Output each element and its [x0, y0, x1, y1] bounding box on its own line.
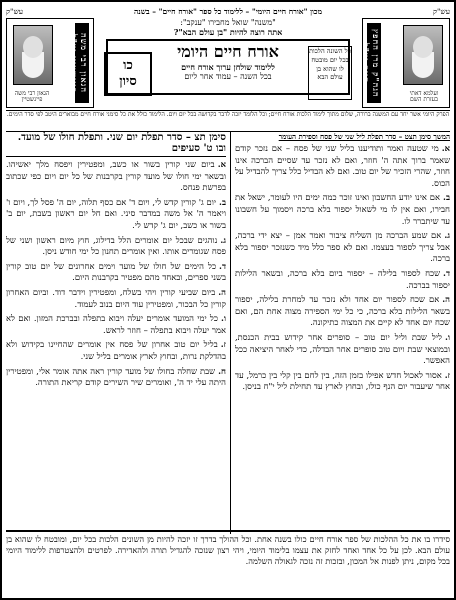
left-paragraphs — [6, 159, 226, 389]
caption-right: ועלמא דאתי בעזרת השם — [409, 89, 439, 104]
paragraph-number: ב. — [219, 196, 226, 207]
paragraph — [6, 197, 226, 232]
paragraph — [235, 230, 450, 265]
left-column-heading: סימן תצ – סדר תפלת יום שני. ותפלת חולו של מועד. ובו ט' סעיפים — [6, 132, 226, 157]
top-strip-center: מכון "אורח חיים היומי" – ללימוד כל ספר "אורח חיים" – בשנה — [133, 6, 323, 16]
top-strip-left: עש"ק — [6, 6, 24, 16]
paragraph-number: ב. — [443, 192, 450, 203]
right-paragraphs — [235, 143, 450, 393]
paragraph-text: נוהגים שבכל יום אומרים הלל בדילוג, חוץ מיום ראשון ושני של פסח שגומרים אותו. ואין אומרים תחנון כל ימי חודש ניסן. — [6, 234, 226, 257]
notice-text: הפרק היומי אשר יחד עם המשנה ברורה, שלום מתוך לימוד הלכות אורח חיים; וכל הלומד יזכה לדבר בקדושה בכל יום ויום. הלימוד כולל את כל סימני אורח חיים מבוארים היטב לפי סדר הימים. — [6, 110, 450, 132]
rabbi-photo-right — [403, 25, 443, 85]
paragraph — [235, 268, 450, 291]
left-column — [6, 132, 228, 534]
paragraph-number: ו. — [220, 313, 226, 324]
rabbi-photo-left — [13, 25, 53, 85]
paragraph — [235, 370, 450, 393]
paragraph-number: ה. — [218, 286, 226, 297]
side-box-right: כל השונה הלכות בכל יום מובטח לו שהוא בן עולם הבא — [308, 46, 352, 100]
paragraph-text: שבת שחלה בחולו של מועד קורין ראה אתה אומר אלי, ומפטירין היתה עלי יד ה', ואומרים שיר השירים קודם קריאת התורה. — [6, 365, 226, 388]
paragraph-number: ד. — [443, 267, 450, 278]
paragraph-number: ז. — [444, 369, 450, 380]
page-subtitle: ללימוד שולחן ערוך אורח חיים — [181, 62, 275, 72]
header — [6, 18, 450, 110]
paragraph-number: ג. — [444, 230, 450, 241]
paragraph-text: שכח לספור בלילה – יספור ביום בלא ברכה, ובשאר הלילות יספור בברכה. — [235, 267, 450, 290]
portrait-right — [362, 18, 450, 108]
paragraph — [235, 192, 450, 227]
paragraph-text: אם שכח לספור יום אחד ולא נזכר עד למחרת בלילה, יספור בשאר הלילות בלא ברכה, כי כל ימי הספירה מצוה אחת הם, ואם שכח יום אחד לא קיים את המצוה כתיקונה. — [235, 294, 450, 328]
paragraph-number: ג. — [220, 234, 226, 245]
caption-left: הגאון רבי משה פיינשטיין — [14, 89, 50, 104]
paragraph-text: יום ג' קורין קדש לי, ויום ד' אם כסף תלוה, יום ה' פסל לך, ויום ו' ויאמר ה' אל משה במדבר סיני. ואם חל יום ראשון בשבת, יום ב' בשור או כשב, יום ג' קדש לי. — [6, 196, 226, 230]
paragraph-number: ח. — [218, 365, 226, 376]
paragraph — [6, 313, 226, 336]
paragraph-text: בליל יום טוב אחרון של פסח אין אומרים שהחיינו בקידוש ולא בהדלקת נרות, ובחוץ לארץ אומרים בליל שני. — [6, 339, 226, 361]
paragraph — [6, 159, 226, 194]
paragraph-number: ד. — [219, 260, 226, 271]
paragraph — [6, 235, 226, 258]
date-box — [104, 52, 152, 96]
paragraph-text: אסור לאכול חדש אפילו בזמן הזה, בין לחם בין קלי בין כרמל, עד אחר שיעבור יום הנף כולו, ובחוץ לארץ עד תחילת ליל י"ח בניסן. — [235, 369, 450, 392]
paragraph-text: אם אינו יודע החשבון ואינו זוכר כמה ימים היו לעומר, ישאל את חבירו, ואם אין לו מי לשאול יספור בלא ברכה ויסמוך על חשבונו עד שיתברר לו. — [235, 192, 450, 226]
page-title: אורח חיים היומי — [177, 42, 279, 61]
top-strip-right: עש"ק — [432, 6, 450, 16]
header-center — [98, 18, 358, 108]
paragraph — [235, 294, 450, 329]
header-line1: "משנה" שואל מחבירו "ענקב": — [180, 18, 276, 27]
paragraph-number: א. — [217, 159, 226, 169]
right-column-heading: המשך סימן תצט – סדר תפלת ליל שני של פסח וספירת העומר — [278, 132, 450, 141]
top-strip — [6, 4, 450, 18]
paragraph-number: ה. — [442, 294, 450, 305]
paragraph-text: מי שטעה ואמר ותודיענו בליל שני של פסח – אם נזכר קודם שאמר ברוך אתה ה' חוזר, ואם לא נזכר עד שסיים הברכה אינו חוזר, שהרי הזכיר של יום טוב. ואם לא הבדיל כלל צריך להבדיל על הכוס. — [235, 143, 450, 188]
paragraph-number: א. — [441, 143, 450, 153]
portrait-left — [6, 18, 94, 108]
paragraph-number: ו. — [444, 331, 450, 342]
paragraph — [235, 143, 450, 189]
paragraph-number: ז. — [220, 339, 226, 350]
paragraph — [6, 287, 226, 310]
paragraph — [235, 332, 450, 367]
paragraph — [6, 261, 226, 284]
paragraph-text: כל הימים של חולו של מועד וימים אחרונים של יום טוב קורין בשני ספרים, ובאחד מהם מפטיר בקרבנות היום. — [6, 260, 226, 283]
vert-band-right: הגה"ק מרן החפץ חיים זצ"ל — [367, 23, 381, 103]
paragraph-text: כל ימי המועד אומרים יעלה ויבוא בתפלה ובברכת המזון. ואם לא אמר יעלה ויבוא בתפלה – חוזר לראש. — [6, 313, 226, 335]
header-line2: אתה רוצה להיות "בן עולם הבא"? — [173, 27, 283, 37]
date-day: כו — [123, 58, 133, 73]
paragraph — [6, 339, 226, 362]
paragraph-text: ליל שבת וליל יום טוב – סופרים אחר קידוש בבית הכנסת, ובמוצאי שבת ויום טוב סופרים אחר הבדלה, כדי לאחר היציאה ככל האפשר. — [235, 331, 450, 366]
date-month: סיון — [119, 74, 137, 89]
page-subtitle2: בכל השנה – עמוד אחר ליום — [184, 72, 272, 81]
paragraph-text: ביום שביעי קורין ויהי בשלח, ומפטירין וידבר דוד. וביום האחרון קורין כל הבכור, ומפטירין עוד היום בנוב לעמוד. — [6, 286, 226, 309]
vert-band-left: הגאון רבי משה פיינשטיין זצ"ל — [75, 23, 89, 103]
paragraph — [6, 366, 226, 389]
paragraph-text: ביום שני קורין בשור או כשב, ומפטירין ויפסח מלך יאשיהו. ובשאר ימי חולו של מועד קורין בקרבנות של כל יום ויום כפי שכתוב בפרשת פנחס. — [6, 159, 226, 193]
right-column — [230, 132, 450, 534]
footer-text: סידרו בו את כל ההלכות של ספר אורח חיים כולו בשנה אחת. וכל ההולך בדרך זו יזכה להיות מן השונים הלכות בכל יום, ומובטח לו שהוא בן עולם הבא. לכן על כל אחד ואחד לחזק את עצמו בלימוד היומי, ויהי רצון שנזכה להגדיל תורה ולהאדירה. לפרטים ולהצטרפות ללימוד היומי בכל מקום, ניתן לפנות אל המכון, ובזכות זה נזכה לגאולה השלמה. — [6, 530, 450, 594]
paragraph-text: אם שמע הברכה מן השליח ציבור ואמר אמן – יצא ידי ברכה, אבל צריך לספור בעצמו. ואם לא ספר כלל מיד כשנזכר יספור בלא ברכה. — [235, 230, 450, 264]
